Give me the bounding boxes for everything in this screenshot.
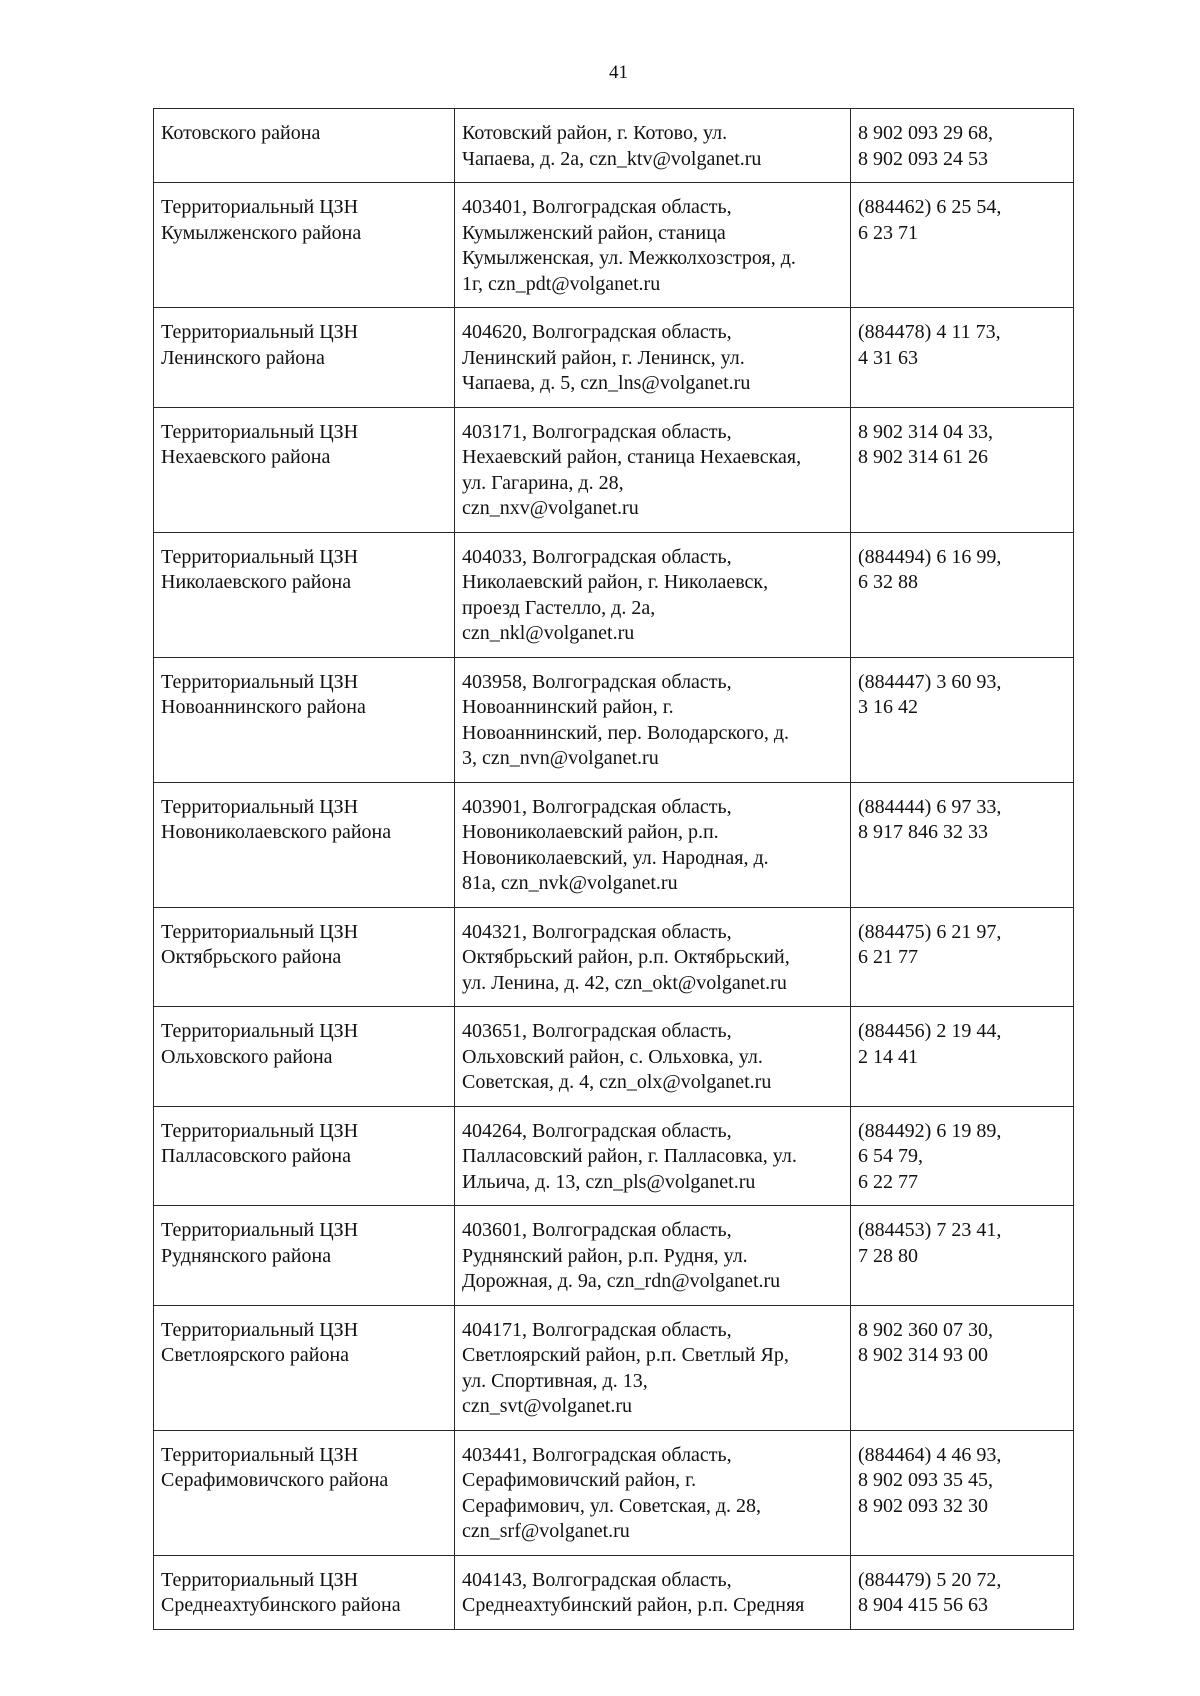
center-name-line: Ольховского района (161, 1045, 333, 1068)
center-name-line: Руднянского района (161, 1244, 332, 1267)
center-name-cell (154, 109, 455, 183)
phone-line: 6 23 71 (858, 221, 918, 244)
address-line: Советская, д. 4, czn_olx@volganet.ru (462, 1071, 772, 1093)
center-name-cell (154, 308, 455, 408)
address-line: 404143, Волгоградская область, (462, 1568, 732, 1591)
address-line: Ленинский район, г. Ленинск, ул. (462, 346, 745, 369)
address-line: проезд Гастелло, д. 2а, (462, 596, 656, 619)
table-row (154, 1206, 1074, 1306)
center-name-cell (154, 657, 455, 782)
phone-line: 8 902 093 24 53 (858, 147, 988, 170)
address-cell (455, 407, 851, 532)
phone-line: 6 54 79, (858, 1145, 923, 1167)
address-line: 403901, Волгоградская область, (462, 795, 732, 818)
phone-line: 8 902 093 35 45, (858, 1469, 993, 1491)
address-line: 404171, Волгоградская область, (462, 1318, 732, 1341)
phone-line: 6 21 77 (858, 946, 918, 968)
address-line: 403171, Волгоградская область, (462, 420, 732, 443)
phone-line: 8 902 314 61 26 (858, 446, 988, 468)
address-cell (455, 1430, 851, 1555)
table-row (154, 183, 1074, 308)
center-name-cell (154, 907, 455, 1007)
phone-cell (851, 183, 1074, 308)
center-name-cell (154, 1555, 455, 1629)
address-line: Новониколаевский район, р.п. (462, 821, 719, 843)
address-cell (455, 1007, 851, 1107)
address-line: Кумылженский район, станица (462, 221, 726, 244)
phone-line: (884475) 6 21 97, (858, 920, 1002, 943)
center-name-cell (154, 183, 455, 308)
address-line: 404321, Волгоградская область, (462, 920, 732, 943)
center-name-line: Палласовского района (161, 1145, 351, 1167)
phone-cell (851, 1007, 1074, 1107)
address-cell (455, 109, 851, 183)
center-name-line: Территориальный ЦЗН (161, 545, 359, 568)
phone-cell (851, 532, 1074, 657)
address-line: czn_nkl@volganet.ru (462, 622, 635, 644)
table-row (154, 1430, 1074, 1555)
phone-cell (851, 782, 1074, 907)
center-name-line: Котовского района (161, 122, 321, 144)
table-row (154, 1106, 1074, 1206)
page-number: 41 (609, 62, 628, 83)
center-name-line: Территориальный ЦЗН (161, 420, 359, 443)
address-line: 403441, Волгоградская область, (462, 1443, 732, 1466)
center-name-line: Светлоярского района (161, 1344, 350, 1366)
address-line: Новониколаевский, ул. Народная, д. (462, 846, 769, 869)
center-name-line: Николаевского района (161, 571, 352, 593)
phone-line: (884456) 2 19 44, (858, 1020, 1002, 1042)
phone-line: 8 904 415 56 63 (858, 1594, 988, 1616)
address-line: 403601, Волгоградская область, (462, 1219, 732, 1241)
table-row (154, 532, 1074, 657)
phone-line: (884478) 4 11 73, (858, 321, 1001, 343)
address-line: Ильича, д. 13, czn_pls@volganet.ru (462, 1170, 756, 1193)
address-line: Чапаева, д. 5, czn_lns@volganet.ru (462, 372, 751, 394)
address-line: 404033, Волгоградская область, (462, 545, 732, 568)
phone-cell (851, 1555, 1074, 1629)
center-name-cell (154, 1305, 455, 1430)
phone-line: 6 32 88 (858, 571, 918, 593)
address-line: 404264, Волгоградская область, (462, 1119, 732, 1142)
center-name-line: Новоаннинского района (161, 696, 366, 718)
address-cell (455, 657, 851, 782)
phone-cell (851, 109, 1074, 183)
phone-line: (884464) 4 46 93, (858, 1443, 1002, 1466)
address-line: 403401, Волгоградская область, (462, 196, 732, 218)
phone-line: 8 902 314 04 33, (858, 420, 993, 443)
address-line: Нехаевский район, станица Нехаевская, (462, 446, 802, 468)
table-row (154, 109, 1074, 183)
address-line: 81а, czn_nvk@volganet.ru (462, 872, 678, 894)
address-line: Новоаннинский, пер. Володарского, д. (462, 721, 790, 744)
address-line: Николаевский район, г. Николаевск, (462, 571, 769, 593)
phone-line: 6 22 77 (858, 1170, 918, 1193)
phone-line: (884444) 6 97 33, (858, 795, 1002, 818)
center-name-cell (154, 1007, 455, 1107)
center-name-line: Новониколаевского района (161, 821, 392, 843)
address-cell (455, 308, 851, 408)
center-name-line: Октябрьского района (161, 946, 342, 968)
center-name-line: Территориальный ЦЗН (161, 1318, 359, 1341)
phone-line: 2 14 41 (858, 1045, 918, 1068)
center-name-line: Территориальный ЦЗН (161, 321, 359, 343)
address-line: 403651, Волгоградская область, (462, 1020, 732, 1042)
center-name-line: Территориальный ЦЗН (161, 670, 359, 693)
phone-cell (851, 657, 1074, 782)
phone-cell (851, 1206, 1074, 1306)
address-cell (455, 1206, 851, 1306)
center-name-line: Серафимовичского района (161, 1469, 389, 1491)
table-row (154, 907, 1074, 1007)
center-name-line: Территориальный ЦЗН (161, 1443, 359, 1466)
address-line: Светлоярский район, р.п. Светлый Яр, (462, 1344, 789, 1366)
address-line: Среднеахтубинский район, р.п. Средняя (462, 1594, 805, 1616)
phone-cell (851, 407, 1074, 532)
table-row (154, 657, 1074, 782)
center-name-line: Территориальный ЦЗН (161, 1119, 359, 1142)
address-line: czn_srf@volganet.ru (462, 1520, 630, 1542)
address-cell (455, 532, 851, 657)
address-line: Кумылженская, ул. Межколхозстроя, д. (462, 247, 796, 269)
phone-line: (884494) 6 16 99, (858, 545, 1002, 568)
address-line: Ольховский район, с. Ольховка, ул. (462, 1045, 763, 1068)
phone-line: (884462) 6 25 54, (858, 196, 1002, 218)
table-row (154, 782, 1074, 907)
phone-line: 8 902 360 07 30, (858, 1318, 993, 1341)
table-row (154, 1555, 1074, 1629)
phone-cell (851, 308, 1074, 408)
address-cell (455, 183, 851, 308)
address-line: Котовский район, г. Котово, ул. (462, 122, 728, 144)
employment-centers-table (153, 108, 1074, 1630)
address-cell (455, 1305, 851, 1430)
table-row (154, 407, 1074, 532)
center-name-line: Среднеахтубинского района (161, 1594, 401, 1616)
address-line: ул. Ленина, д. 42, czn_okt@volganet.ru (462, 971, 787, 994)
phone-line: 8 902 093 32 30 (858, 1494, 988, 1517)
center-name-line: Территориальный ЦЗН (161, 795, 359, 818)
phone-line: (884453) 7 23 41, (858, 1219, 1002, 1241)
center-name-line: Территориальный ЦЗН (161, 1219, 359, 1241)
address-line: 404620, Волгоградская область, (462, 321, 732, 343)
phone-line: 3 16 42 (858, 696, 918, 718)
address-line: ул. Гагарина, д. 28, (462, 471, 624, 494)
address-line: Чапаева, д. 2а, czn_ktv@volganet.ru (462, 147, 762, 170)
table-row (154, 1305, 1074, 1430)
address-line: czn_nxv@volganet.ru (462, 497, 639, 519)
center-name-line: Кумылженского района (161, 221, 362, 244)
address-line: ул. Спортивная, д. 13, (462, 1369, 648, 1392)
center-name-cell (154, 782, 455, 907)
phone-line: 8 917 846 32 33 (858, 821, 988, 843)
phone-line: 4 31 63 (858, 346, 918, 369)
address-line: czn_svt@volganet.ru (462, 1395, 633, 1417)
phone-cell (851, 1430, 1074, 1555)
center-name-line: Территориальный ЦЗН (161, 196, 359, 218)
center-name-line: Территориальный ЦЗН (161, 1020, 359, 1042)
address-line: Руднянский район, р.п. Рудня, ул. (462, 1244, 748, 1267)
phone-line: 7 28 80 (858, 1244, 918, 1267)
address-line: 403958, Волгоградская область, (462, 670, 732, 693)
phone-line: 8 902 314 93 00 (858, 1344, 988, 1366)
address-line: 1г, czn_pdt@volganet.ru (462, 272, 661, 295)
table-body (154, 109, 1074, 1630)
address-cell (455, 1106, 851, 1206)
center-name-cell (154, 1206, 455, 1306)
phone-line: (884479) 5 20 72, (858, 1568, 1002, 1591)
center-name-line: Нехаевского района (161, 446, 331, 468)
address-line: Палласовский район, г. Палласовка, ул. (462, 1145, 797, 1167)
center-name-line: Территориальный ЦЗН (161, 1568, 359, 1591)
address-cell (455, 782, 851, 907)
address-line: Октябрьский район, р.п. Октябрьский, (462, 946, 790, 968)
table-row (154, 308, 1074, 408)
address-cell (455, 1555, 851, 1629)
address-line: 3, czn_nvn@volganet.ru (462, 747, 659, 769)
center-name-line: Ленинского района (161, 346, 325, 369)
address-line: Серафимович, ул. Советская, д. 28, (462, 1494, 762, 1517)
phone-cell (851, 1305, 1074, 1430)
address-line: Серафимовичский район, г. (462, 1469, 697, 1491)
phone-line: 8 902 093 29 68, (858, 122, 993, 144)
center-name-cell (154, 532, 455, 657)
address-line: Новоаннинский район, г. (462, 696, 674, 718)
phone-cell (851, 907, 1074, 1007)
center-name-cell (154, 1106, 455, 1206)
center-name-line: Территориальный ЦЗН (161, 920, 359, 943)
address-cell (455, 907, 851, 1007)
center-name-cell (154, 1430, 455, 1555)
phone-cell (851, 1106, 1074, 1206)
table-row (154, 1007, 1074, 1107)
center-name-cell (154, 407, 455, 532)
address-line: Дорожная, д. 9а, czn_rdn@volganet.ru (462, 1270, 781, 1292)
phone-line: (884492) 6 19 89, (858, 1119, 1002, 1142)
phone-line: (884447) 3 60 93, (858, 670, 1002, 693)
